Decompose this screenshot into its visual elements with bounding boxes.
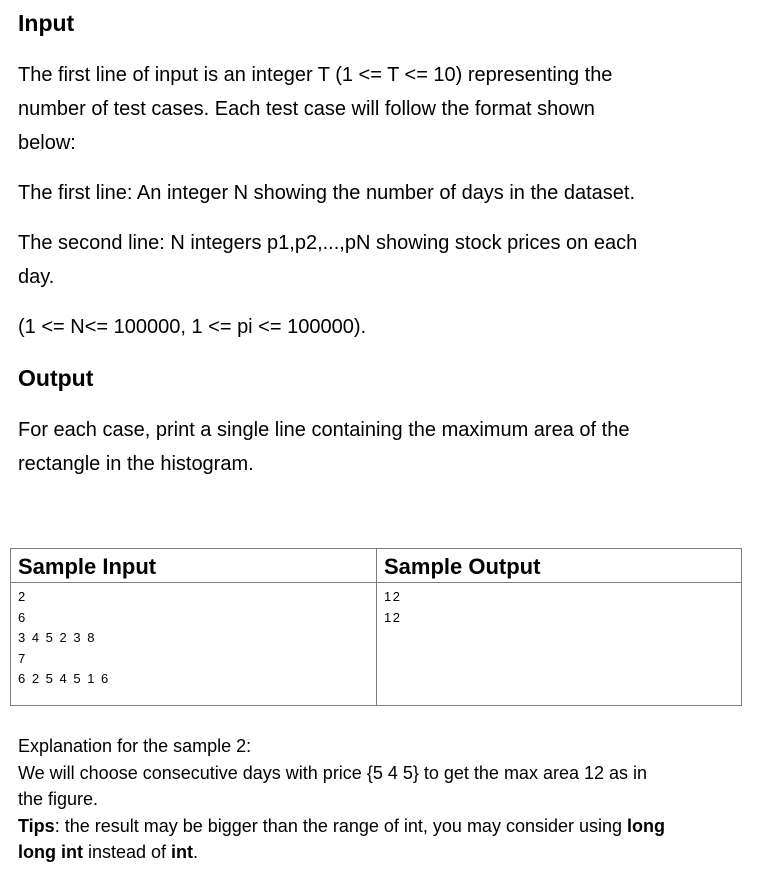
- sample-output-line: 12: [384, 589, 402, 604]
- explanation-block: [18, 733, 738, 866]
- sample-input-line: 6: [18, 609, 27, 625]
- explanation-text-line: We will choose consecutive days with price {5 4 5} to get the max area 12 as in: [18, 762, 648, 783]
- input-heading: Input: [18, 10, 75, 36]
- output-description-line: rectangle in the histogram.: [18, 453, 254, 475]
- sample-input-header: Sample Input: [11, 549, 376, 583]
- sample-output-content: [377, 583, 741, 628]
- tips-text: [18, 813, 738, 840]
- sample-output-line: 12: [384, 609, 402, 625]
- tips-label: Tips: [18, 815, 55, 836]
- input-description: [18, 58, 718, 160]
- sample-output-column: [377, 549, 741, 705]
- sample-output-header: Sample Output: [377, 549, 741, 583]
- input-description-line: below:: [18, 132, 76, 154]
- tips-bold-term: long: [627, 815, 666, 836]
- input-description-line: The first line of input is an integer T (1 <= T <= 10) representing the: [18, 64, 613, 86]
- sample-input-line: 3 4 5 2 3 8: [18, 630, 96, 645]
- constraints-text: (1 <= N<= 100000, 1 <= pi <= 100000).: [18, 316, 367, 338]
- tips-text-continued: [18, 839, 738, 866]
- sample-input-column: [11, 549, 377, 705]
- second-line-description: [18, 226, 718, 294]
- first-line-description: The first line: An integer N showing the number of days in the dataset.: [18, 182, 636, 204]
- output-description: [18, 413, 718, 481]
- tips-bold-term: int: [171, 842, 194, 862]
- explanation-title: Explanation for the sample 2:: [18, 736, 252, 756]
- input-description-line: number of test cases. Each test case will follow the format shown: [18, 98, 595, 120]
- sample-input-content: [11, 583, 376, 690]
- sample-input-line: 7: [18, 650, 27, 666]
- second-line-description-line: day.: [18, 266, 55, 288]
- sample-table: [10, 548, 742, 706]
- output-heading: Output: [18, 365, 94, 391]
- tips-text-part: .: [193, 842, 199, 862]
- sample-input-line: 6 2 5 4 5 1 6: [18, 671, 110, 686]
- sample-input-line: 2: [18, 589, 27, 604]
- output-description-line: For each case, print a single line containing the maximum area of the: [18, 419, 630, 441]
- tips-text-part: : the result may be bigger than the range of int, you may consider using: [54, 815, 628, 836]
- second-line-description-line: The second line: N integers p1,p2,...,pN showing stock prices on each: [18, 232, 638, 254]
- tips-bold-term: long int: [18, 842, 83, 862]
- explanation-text-line: the figure.: [18, 789, 99, 809]
- tips-text-part: instead of: [82, 842, 172, 862]
